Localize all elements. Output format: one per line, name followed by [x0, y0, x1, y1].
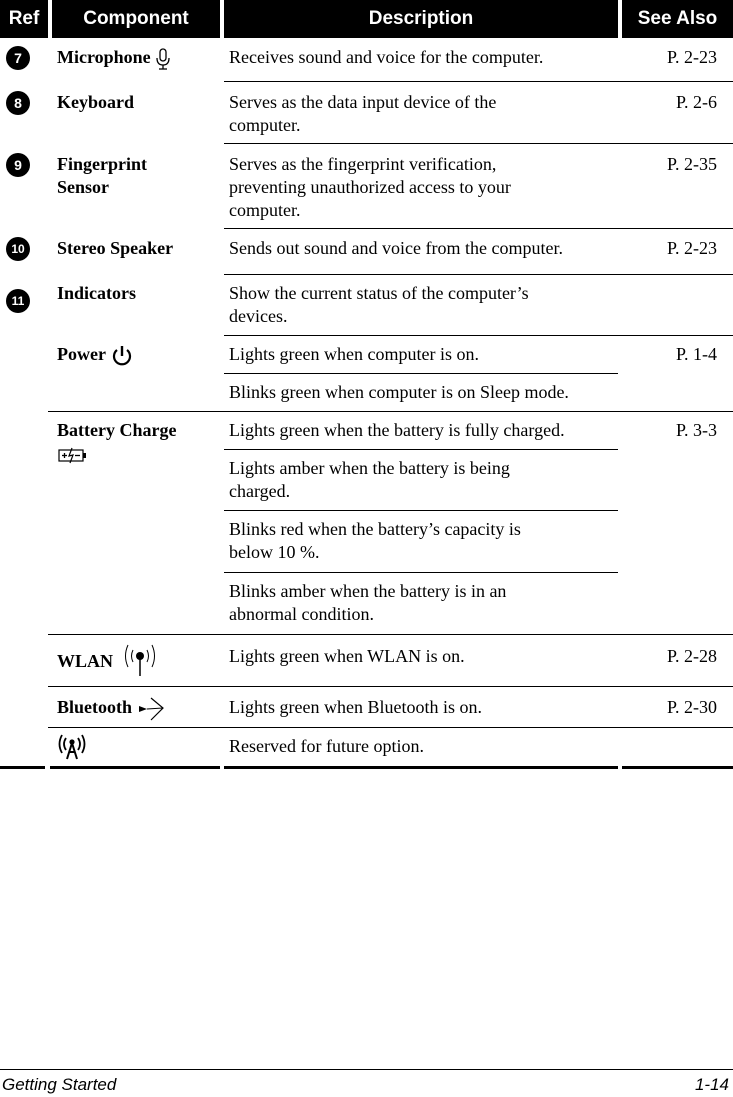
row-divider — [224, 81, 733, 82]
ref-badge-11: 11 — [6, 289, 30, 313]
header-see-also: See Also — [622, 0, 733, 38]
see-also-fingerprint: P. 2-35 — [666, 154, 717, 174]
component-label: Power — [57, 344, 106, 364]
description-battery-low — [229, 518, 521, 564]
see-also-bluetooth: P. 2-30 — [666, 697, 717, 717]
wireless-antenna-icon — [57, 734, 87, 760]
description-line: devices. — [229, 306, 288, 326]
row-divider — [224, 274, 733, 275]
row-divider — [224, 510, 618, 511]
description-line: Serves as the fingerprint verification, — [229, 154, 497, 174]
ref-badge-10: 10 — [6, 237, 30, 261]
see-also-microphone: P. 2-23 — [666, 47, 717, 67]
description-line: Show the current status of the computer’s — [229, 283, 529, 303]
battery-charge-icon — [57, 446, 87, 464]
component-fingerprint-sensor — [57, 153, 147, 199]
row-divider — [224, 228, 733, 229]
component-line: Sensor — [57, 177, 110, 197]
description-line: Blinks amber when the battery is in an — [229, 581, 507, 601]
table-bottom-rule — [0, 766, 45, 769]
description-line: below 10 %. — [229, 542, 320, 562]
component-battery-charge — [57, 419, 176, 465]
see-also-keyboard: P. 2-6 — [675, 92, 717, 112]
bluetooth-icon — [137, 696, 167, 722]
description-fingerprint — [229, 153, 511, 222]
component-line: Fingerprint — [57, 154, 147, 174]
description-line: Blinks red when the battery’s capacity is — [229, 519, 521, 539]
row-divider — [224, 373, 618, 374]
see-also-power: P. 1-4 — [675, 344, 717, 364]
description-line: computer. — [229, 115, 301, 135]
row-divider — [224, 335, 733, 336]
ref-badge-8: 8 — [6, 91, 30, 115]
microphone-icon — [155, 48, 171, 70]
description-power-sleep: Blinks green when computer is on Sleep mode. — [229, 382, 569, 402]
component-label: Bluetooth — [57, 697, 133, 718]
row-divider — [224, 449, 618, 450]
description-wlan: Lights green when WLAN is on. — [229, 646, 465, 666]
description-indicators — [229, 282, 529, 328]
description-battery-abnormal — [229, 580, 506, 626]
see-also-stereo-speaker: P. 2-23 — [666, 238, 717, 258]
component-label: WLAN — [57, 651, 114, 671]
wlan-icon — [118, 640, 162, 678]
component-power — [57, 343, 134, 368]
component-reserved — [57, 734, 87, 760]
description-stereo-speaker: Sends out sound and voice from the computer. — [229, 238, 563, 258]
component-keyboard: Keyboard — [57, 92, 135, 112]
see-also-wlan: P. 2-28 — [666, 646, 717, 666]
description-microphone: Receives sound and voice for the computer. — [229, 47, 544, 67]
component-label: Battery Charge — [57, 420, 177, 440]
footer-section-title: Getting Started — [2, 1075, 117, 1094]
description-line: preventing unauthorized access to your — [229, 177, 511, 197]
header-component: Component — [52, 0, 220, 38]
power-icon — [110, 344, 134, 368]
footer-page-number: 1-14 — [694, 1075, 729, 1094]
footer-rule — [0, 1069, 733, 1070]
component-label: Microphone — [57, 47, 151, 67]
row-divider — [224, 143, 733, 144]
row-divider — [48, 686, 733, 687]
header-description: Description — [224, 0, 618, 38]
row-divider — [48, 411, 733, 412]
description-bluetooth: Lights green when Bluetooth is on. — [229, 697, 482, 717]
description-power-on: Lights green when computer is on. — [229, 344, 479, 364]
description-reserved: Reserved for future option. — [229, 736, 424, 756]
table-bottom-rule — [622, 766, 733, 769]
component-stereo-speaker: Stereo Speaker — [57, 238, 174, 258]
description-battery-charging — [229, 457, 510, 503]
description-battery-full: Lights green when the battery is fully charged. — [229, 420, 565, 440]
description-line: computer. — [229, 200, 301, 220]
table-bottom-rule — [50, 766, 220, 769]
table-bottom-rule — [224, 766, 618, 769]
description-line: Lights amber when the battery is being — [229, 458, 510, 478]
component-indicators: Indicators — [57, 283, 137, 303]
description-line: Serves as the data input device of the — [229, 92, 497, 112]
ref-badge-9: 9 — [6, 153, 30, 177]
component-wlan — [57, 644, 162, 678]
component-bluetooth — [57, 696, 167, 722]
description-keyboard — [229, 91, 496, 137]
ref-badge-7: 7 — [6, 46, 30, 70]
row-divider — [48, 727, 733, 728]
header-ref: Ref — [0, 0, 48, 38]
see-also-battery: P. 3-3 — [675, 420, 717, 440]
component-microphone — [57, 46, 171, 70]
description-line: charged. — [229, 481, 291, 501]
row-divider — [224, 572, 618, 573]
description-line: abnormal condition. — [229, 604, 374, 624]
row-divider — [48, 634, 733, 635]
